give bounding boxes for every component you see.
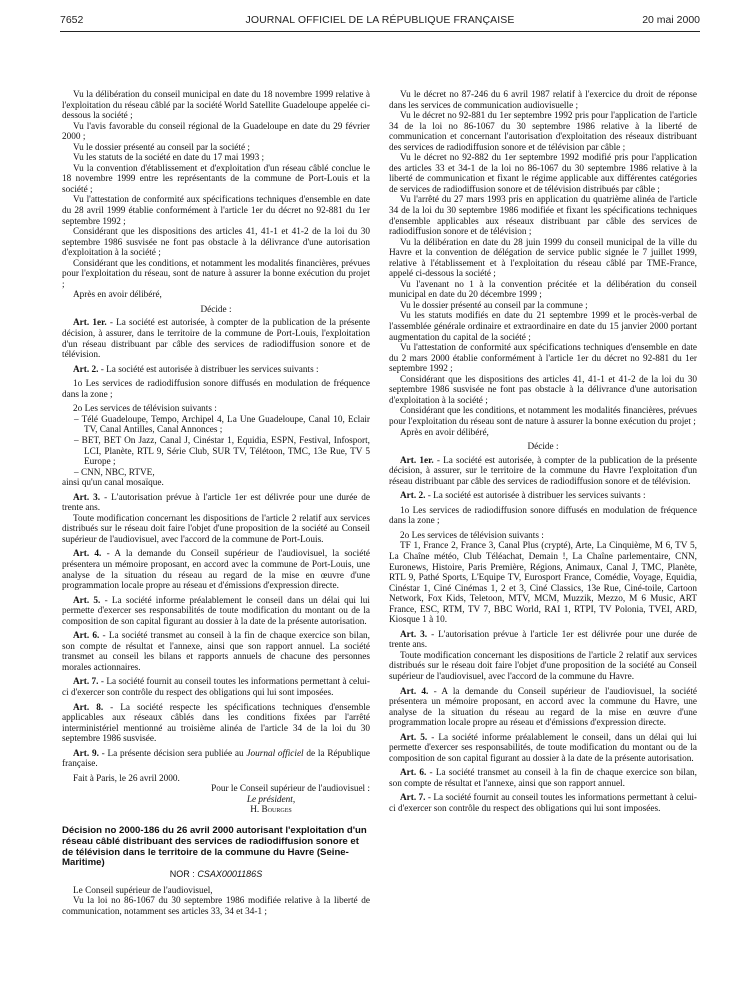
article-1: Art. 1er. - La société est autorisée, à compter de la publication de la présente décision, à assurer, dans le territoire de la commune de Port-Louis, l'exploitation d'un réseau distribuant par câble des services de radiodiffusion sonore et de télévision. <box>62 318 370 361</box>
signature-name: H. Bourges <box>250 805 292 816</box>
decision-title: Décision no 2000-186 du 26 avril 2000 autorisant l'exploitation d'un réseau câblé distribuant des services de radiodiffusion sonore et de télévision dans le territoire de la commune du Havre (Seine-Maritime) <box>62 825 367 869</box>
paragraph: 1o Les services de radiodiffusion sonore diffusés en modulation de fréquence dans la zone ; <box>389 505 697 527</box>
article-label: Art. 3. <box>400 629 428 640</box>
article-6: Art. 6. - La société transmet au conseil à la fin de chaque exercice son bilan, son compte de résultat et l'annexe, ainsi que son rapport annuel. La société transmet au conseil les bilans et rapports annuels de chacune des personnes morales actionnaires. <box>62 631 370 673</box>
paragraph: Considérant que les dispositions des articles 41, 41-1 et 41-2 de la loi du 30 septembre 1986 susvisée ne font pas obstacle à la délivrance d'une autorisation d'exploitation à la société ; <box>62 227 370 259</box>
left-column <box>62 90 370 980</box>
article-label: Art. 6. <box>73 631 100 642</box>
paragraph: Vu le dossier présenté au conseil par la commune ; <box>400 300 588 311</box>
decide-heading: Décide : <box>200 304 232 315</box>
article-label: Art. 6. <box>400 768 427 779</box>
article-label: Art. 5. <box>73 595 101 606</box>
signature-role: Le président, <box>246 794 296 805</box>
article-label: Art. 4. <box>400 686 429 697</box>
article-label: Art. 2. <box>400 491 426 502</box>
article-1: Art. 1er. - La société est autorisée, à compter de la publication de la présente décision, à assurer, sur le territoire de la commune du Havre l'exploitation d'un réseau distribuant par câble des services de radiodiffusion sonore et de télévision. <box>389 455 697 487</box>
right-column <box>389 90 697 980</box>
article-8: Art. 8. - La société respecte les spécifications techniques d'ensemble applicables aux réseaux câblés dans les conditions fixées par l'arrêté interministériel mentionné au troisième alinéa de l'article 34 de la loi du 30 septembre 1986 susvisée. <box>62 702 370 745</box>
nor-reference: NOR : CSAX0001186S <box>169 869 263 880</box>
paragraph: ainsi qu'un canal mosaïque. <box>62 478 164 489</box>
article-label: Art. 7. <box>73 677 99 688</box>
paragraph: Considérant que les dispositions des articles 41, 41-1 et 41-2 de la loi du 30 septembre 1986 susvisée ne font pas obstacle à la délivrance d'une autorisation d'exploitation à la société ; <box>389 374 697 406</box>
journal-title: JOURNAL OFFICIEL DE LA RÉPUBLIQUE FRANÇAISE <box>245 14 515 26</box>
paragraph: Vu le décret no 92-881 du 1er septembre 1992 pris pour l'application de l'article 34 de la loi no 86-1067 du 30 septembre 1986 relative à la liberté de communication et concernant l'autorisation d'exploitation des réseaux distribuant des services de radiodiffusion sonore et de télévision par câble ; <box>389 111 697 153</box>
signature-for: Pour le Conseil supérieur de l'audiovisuel : <box>211 784 370 795</box>
paragraph: 1o Les services de radiodiffusion sonore diffusés en modulation de fréquence dans la zone ; <box>62 379 370 400</box>
article-2: Art. 2. - La société est autorisée à distribuer les services suivants : <box>73 364 319 375</box>
paragraph: Vu la délibération en date du 28 juin 1999 du conseil municipal de la ville du Havre et la convention de délégation de service public signée le 7 juillet 1999, relative à l'établissement et à l'exploitation du réseau câblé par TME-France, appelé ci-dessous la société ; <box>389 237 697 280</box>
paragraph: Vu l'attestation de conformité aux spécifications techniques d'ensemble en date du 2 mars 2000 établie conformément à l'article 1er du décret no 92-881 du 1er septembre 1992 ; <box>389 343 697 375</box>
article-4: Art. 4. - A la demande du Conseil supérieur de l'audiovisuel, la société présentera un mémoire proposant, en accord avec la commune de Port-Louis, une analyse de la situation du réseau au regard de la mise en œuvre d'une programmation locale propre au réseau et d'émissions d'expression directe. <box>62 549 370 592</box>
paragraph: 2o Les services de télévision suivants : <box>400 530 544 541</box>
paragraph: Vu l'attestation de conformité aux spécifications techniques d'ensemble en date du 28 avril 1999 établie conformément à l'article 1er du décret no 92-881 du 1er septembre 1992 ; <box>62 195 370 227</box>
article-3: Art. 3. - L'autorisation prévue à l'article 1er est délivrée pour une durée de trente ans. <box>62 492 370 514</box>
paragraph: Toute modification concernant les dispositions de l'article 2 relatif aux services distribués sur le réseau doit faire l'objet d'une proposition de la société au Conseil supérieur de l'audiovisuel, avec l'accord de la commune de Port-Louis. <box>62 513 370 545</box>
article-2: Art. 2. - La société est autorisée à distribuer les services suivants : <box>400 491 646 502</box>
article-label: Art. 3. <box>73 492 101 503</box>
article-label: Art. 4. <box>73 549 102 560</box>
article-5: Art. 5. - La société informe préalablement le conseil dans un délai qui lui permette d'exercer ses responsabilités de toute modification du montant ou de la composition de son capital figurant au dossier à la date de la présente autorisation. <box>62 595 370 627</box>
article-7: Art. 7. - La société fournit au conseil toutes les informations permettant à celui-ci d'exercer son contrôle du respect des obligations qui lui sont imposées. <box>62 677 370 698</box>
list-item: – Télé Guadeloupe, Tempo, Archipel 4, La Une Guadeloupe, Canal 10, Eclair TV, Canal Antilles, Canal Annonces ; <box>74 414 370 436</box>
page-number: 7652 <box>60 14 84 26</box>
paragraph: Le Conseil supérieur de l'audiovisuel, <box>73 885 213 896</box>
paragraph: 2o Les services de télévision suivants : <box>73 404 217 415</box>
paragraph: Après en avoir délibéré, <box>73 290 162 301</box>
article-label: Art. 7. <box>400 793 426 804</box>
place-date: Fait à Paris, le 26 avril 2000. <box>73 773 180 784</box>
paragraph: Vu le décret no 92-882 du 1er septembre 1992 modifié pris pour l'application des articles 33 et 34-1 de la loi no 86-1067 du 30 septembre 1986 relative à la liberté de communication et fixant le régime applicable aux différentes catégories de services de radiodiffusion sonore et de télévision distribués par câble ; <box>389 153 697 195</box>
paragraph: Après en avoir délibéré, <box>400 427 489 438</box>
article-label: Art. 1er. <box>73 318 107 329</box>
header-rule <box>60 31 700 32</box>
paragraph: Toute modification concernant les dispositions de l'article 2 relatif aux services distribués sur le réseau doit faire l'objet d'une proposition de la société au Conseil supérieur de l'audiovisuel, avec l'accord de la commune du Havre. <box>389 650 697 682</box>
list-item: – CNN, NBC, RTVE, <box>74 467 155 478</box>
article-label: Art. 8. <box>73 702 104 713</box>
article-7: Art. 7. - La société fournit au conseil toutes les informations permettant à celui-ci d'exercer son contrôle du respect des obligations qui lui sont imposées. <box>389 793 697 814</box>
paragraph: Vu le décret no 87-246 du 6 avril 1987 relatif à l'exercice du droit de réponse dans les services de communication audiovisuelle ; <box>389 90 697 111</box>
article-label: Art. 5. <box>400 732 428 743</box>
page-header <box>60 14 700 30</box>
paragraph: Considérant que les conditions, et notamment les modalités financières, prévues pour l'exploitation du réseau, sont de nature à assurer la bonne exécution du projet ; <box>62 258 370 290</box>
article-3: Art. 3. - L'autorisation prévue à l'article 1er est délivrée pour une durée de trente ans. <box>389 629 697 651</box>
article-label: Art. 2. <box>73 364 99 375</box>
channel-list: TF 1, France 2, France 3, Canal Plus (crypté), Arte, La Cinquième, M 6, TV 5, La Chaîne météo, Club Téléachat, Demain !, La Chaîne parlementaire, CNN, Euronews, Histoire, Paris Première, Régions, Animaux, Canal J, TMC, Planète, RTL 9, Pathé Sports, L'Equipe TV, Eurosport France, Comédie, Voyage, Equidia, Cinéstar 1, Ciné Cinémas 1, 2 et 3, Ciné Classics, 13e Rue, Ciné-toile, Cartoon Network, Fox Kids, Teletoon, MTV, MCM, Muzzik, Mezzo, M 6 Music, ART France, ESC, RTM, TV 7, BBC World, RAI 1, RTPI, TV Polonia, TVEI, ARD, Kiosque 1 à 10. <box>389 541 697 626</box>
decide-heading: Décide : <box>527 442 559 453</box>
paragraph: Vu l'avis favorable du conseil régional de la Guadeloupe en date du 29 février 2000 ; <box>62 121 370 143</box>
paragraph: Vu la convention d'établissement et d'exploitation d'un réseau câblé conclue le 18 novembre 1999 entre les représentants de la commune de Port-Louis et la société ; <box>62 163 370 195</box>
paragraph: Vu les statuts modifiés en date du 21 septembre 1999 et le procès-verbal de l'assemblée générale ordinaire et extraordinaire en date du 15 janvier 2000 portant augmentation du capital de la société ; <box>389 311 697 343</box>
list-item: – BET, BET On Jazz, Canal J, Cinéstar 1, Equidia, ESPN, Festival, Infosport, LCI, Planète, RTL 9, Série Club, SUR TV, Télétoon, TMC, 13e Rue, TV 5 Europe ; <box>74 435 370 468</box>
article-9: Art. 9. - La présente décision sera publiée au Journal officiel de la République française. <box>62 748 370 770</box>
issue-date: 20 mai 2000 <box>642 14 700 26</box>
article-5: Art. 5. - La société informe préalablement le conseil, dans un délai qui lui permette d'exercer ses responsabilités, de toute modification du montant ou de la composition de son capital figurant au dossier à la date de la présente autorisation. <box>389 732 697 764</box>
paragraph: Vu la délibération du conseil municipal en date du 18 novembre 1999 relative à l'exploitation du réseau câblé par la société World Satellite Guadeloupe appelée ci-dessous la société ; <box>62 90 370 122</box>
paragraph: Vu la loi no 86-1067 du 30 septembre 1986 modifiée relative à la liberté de communication, notamment ses articles 33, 34 et 34-1 ; <box>62 896 370 917</box>
paragraph: Vu l'avenant no 1 à la convention précitée et la délibération du conseil municipal en date du 20 décembre 1999 ; <box>389 279 697 301</box>
paragraph: Considérant que les conditions, et notamment les modalités financières, prévues pour l'exploitation du réseau sont de nature à assurer la bonne exécution du projet ; <box>389 406 697 427</box>
article-6: Art. 6. - La société transmet au conseil à la fin de chaque exercice son bilan, son compte de résultat et l'annexe, ainsi que son rapport annuel. <box>389 768 697 789</box>
paragraph: Vu l'arrêté du 27 mars 1993 pris en application du quatrième alinéa de l'article 34 de la loi du 30 septembre 1986 modifiée et fixant les spécifications techniques d'ensemble applicables aux réseaux distribuant par câble des services de radiodiffusion sonore et de télévision ; <box>389 195 697 238</box>
paragraph: Vu le dossier présenté au conseil par la société ; <box>73 142 250 153</box>
paragraph: Vu les statuts de la société en date du 17 mai 1993 ; <box>73 153 265 164</box>
article-label: Art. 1er. <box>400 455 434 466</box>
article-4: Art. 4. - A la demande du Conseil supérieur de l'audiovisuel, la société présentera un mémoire proposant, en accord avec la commune du Havre, une analyse de la situation du réseau au regard de la mise en œuvre d'une programmation locale propre au réseau et d'émissions d'expression directe. <box>389 686 697 729</box>
article-label: Art. 9. <box>73 748 99 759</box>
journal-name: Journal officiel <box>246 748 304 759</box>
